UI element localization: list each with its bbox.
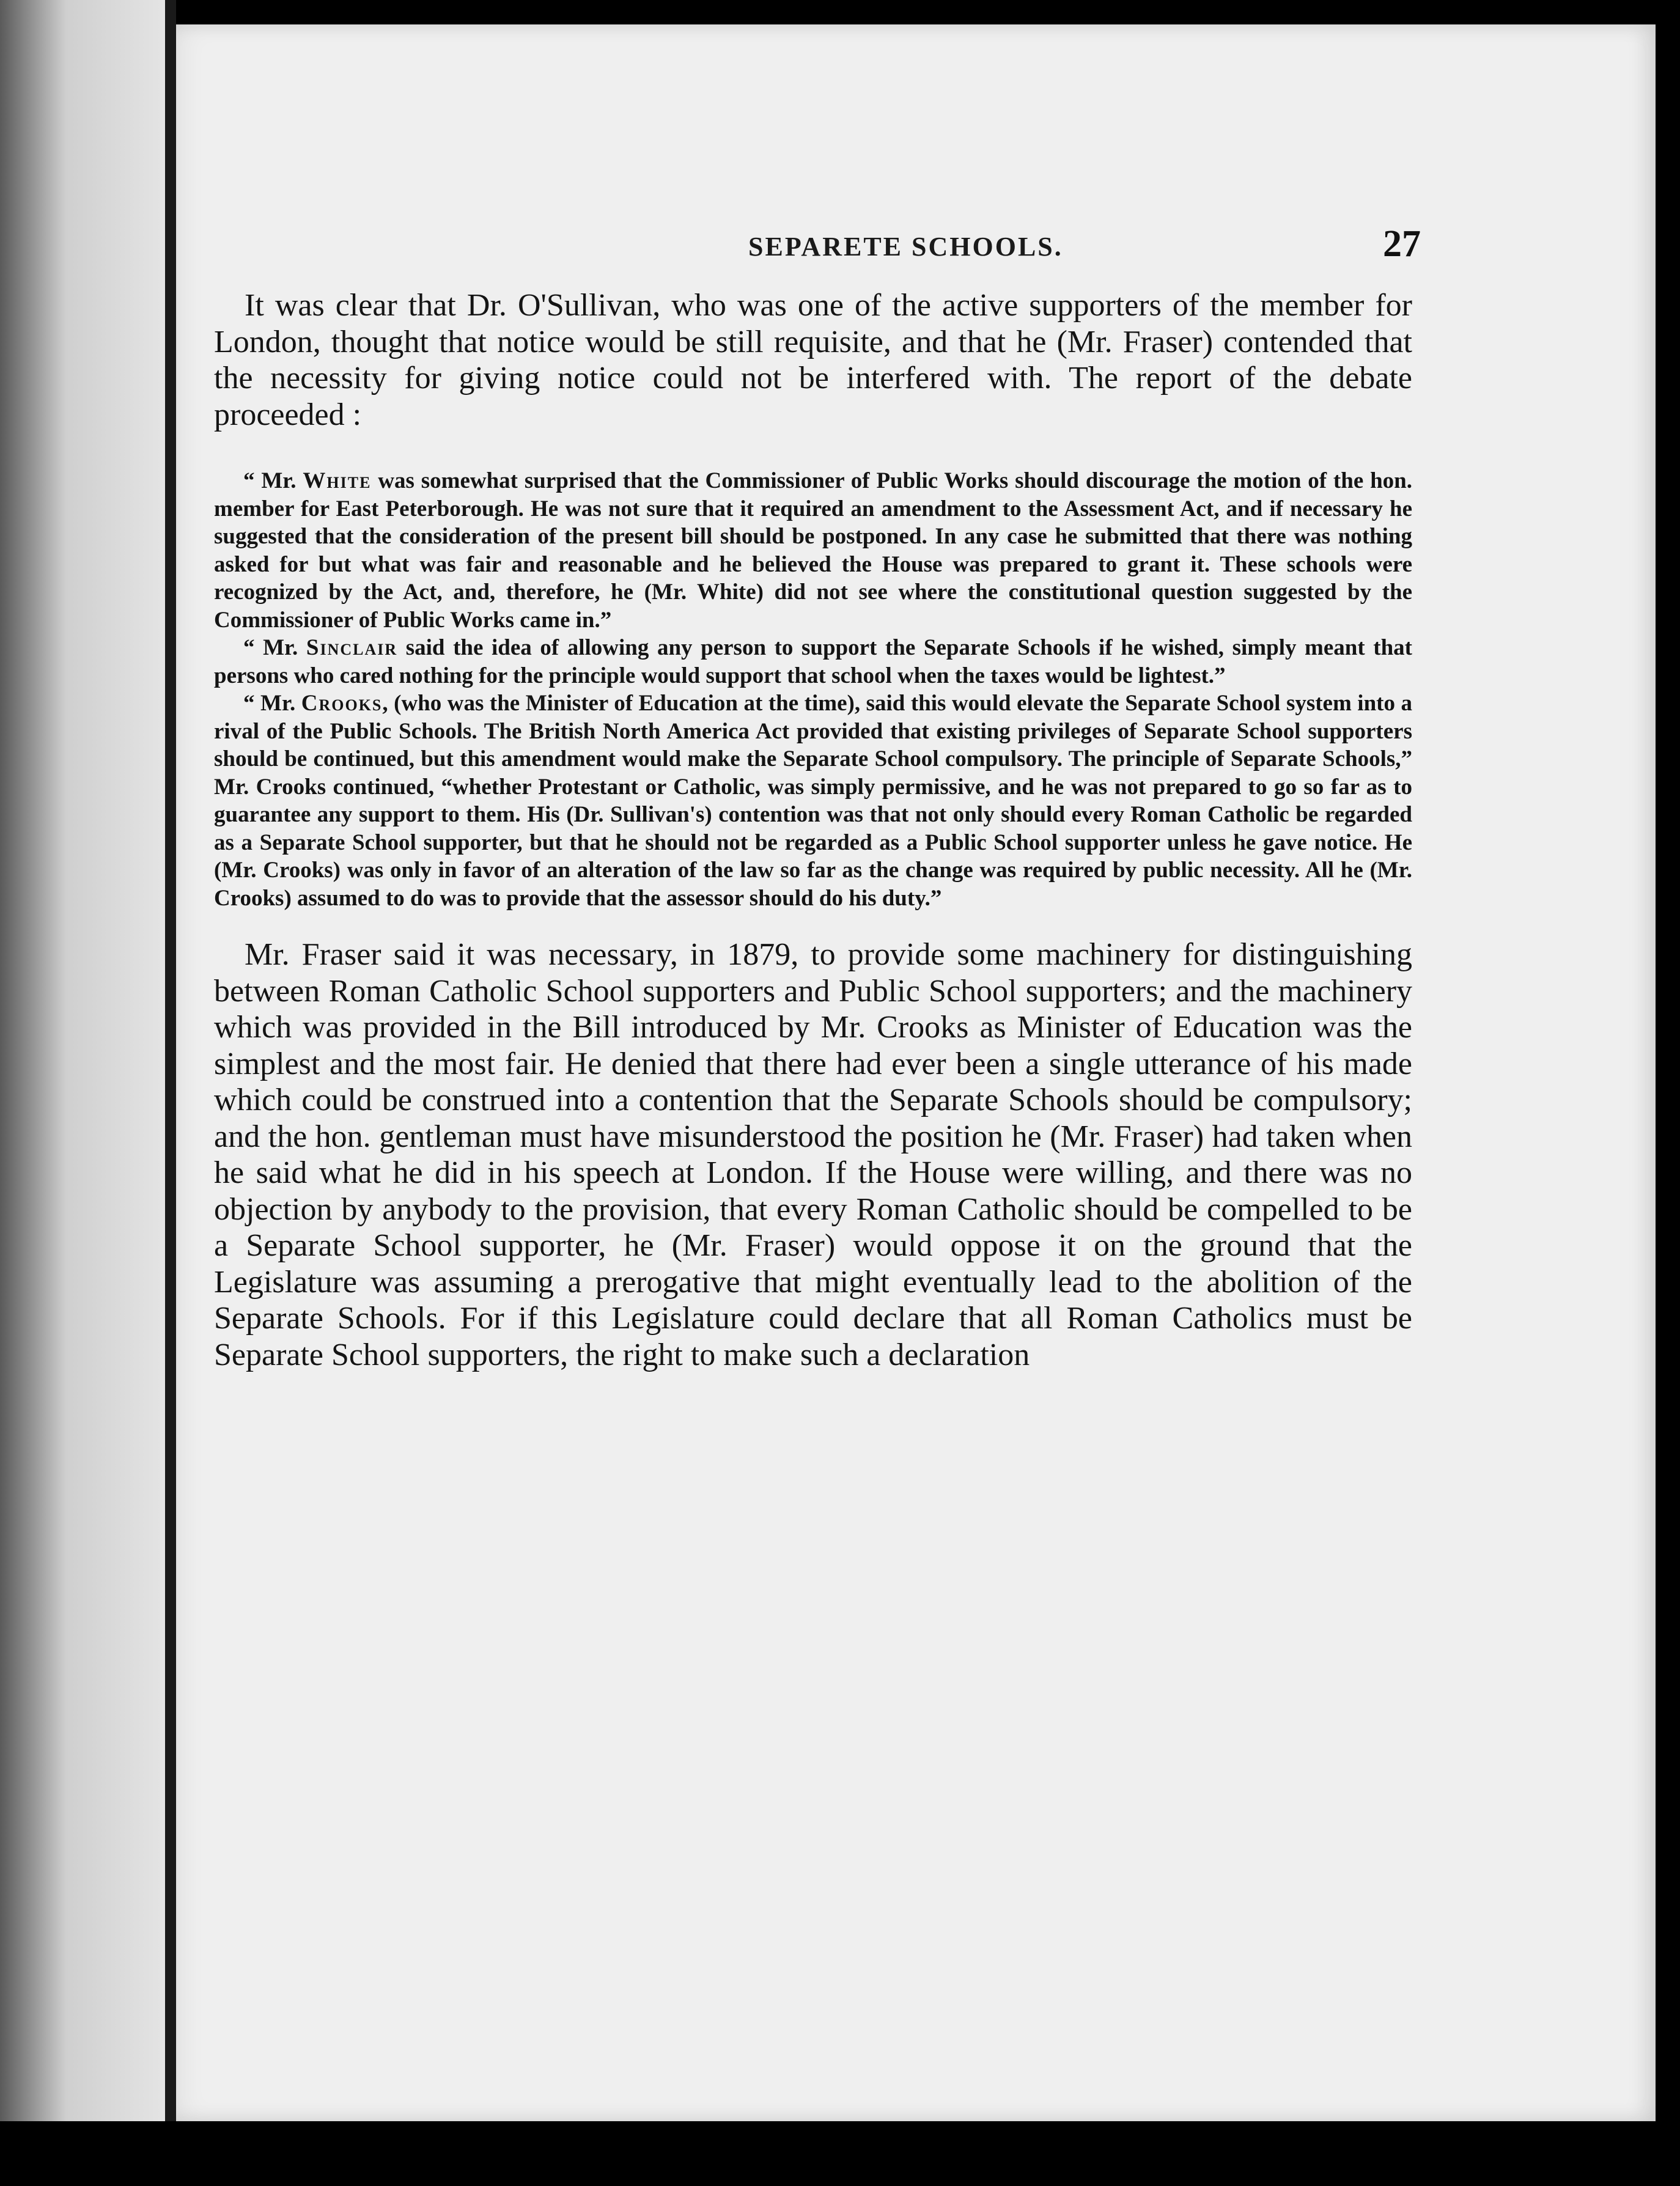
quote-white — [214, 467, 1412, 634]
page-body — [214, 287, 1412, 1373]
intro-paragraph: It was clear that Dr. O'Sullivan, who was one of the active supporters of the member for London, thought that notice would be still requisite, and that he (Mr. Fraser) contended that the necessity for giving notice could not be interfered with. The report of the debate proceeded : — [214, 288, 1412, 432]
page-header — [210, 208, 1421, 263]
quote-crooks-open: “ Mr. — [243, 691, 301, 716]
quote-sinclair — [214, 634, 1412, 690]
right-scan-border — [1656, 0, 1680, 2186]
quote-sinclair-open: “ Mr. — [243, 635, 306, 660]
quote-white-open: “ Mr. — [243, 468, 303, 493]
running-head: SEPARETE SCHOOLS. — [748, 232, 1063, 262]
book-gutter — [165, 0, 176, 2140]
quote-white-text: was somewhat surprised that the Commissioner of Public Works should discourage the motion of the hon. member for East Peterborough. He was not sure that it required an amendment to the Assessment Act, and if necessary he suggested that the consideration of the present bill should be postponed. In any case he submitted that there was nothing asked for but what was fair and reasonable and he believed the House was prepared to grant it. These schools were recognized by the Act, and, therefore, he (Mr. White) did not see where the constitutional question suggested by the Commissioner of Public Works came in.” — [214, 468, 1412, 633]
left-page-edge — [0, 0, 165, 2140]
quote-crooks-text: , (who was the Minister of Education at the time), said this would elevate the Separate School system into a rival of the Public Schools. The British North America Act provided that existing privileges of Separate School supporters should be continued, but this amendment would make the Separate School compulsory. The principle of Separate Schools,” Mr. Crooks continued, “whether Protestant or Catholic, was simply permissive, and he was not prepared to go so far as to guarantee any support to them. His (Dr. Sullivan's) contention was that not only should every Roman Catholic be regarded as a Separate School supporter, but that he should not be regarded as a Public School supporter unless he gave notice. He (Mr. Crooks) was only in favor of an alteration of the law so far as the change was required by public necessity. All he (Mr. Crooks) assumed to do was to provide that the assessor should do his duty.” — [214, 691, 1413, 911]
quote-crooks-speaker: Crooks — [301, 691, 383, 716]
quote-crooks — [214, 690, 1412, 912]
quote-sinclair-speaker: Sinclair — [306, 635, 398, 660]
bottom-scan-border — [0, 2121, 1680, 2186]
debate-quotations — [214, 467, 1412, 912]
quote-sinclair-text: said the idea of allowing any person to support the Separate Schools if he wished, simply meant that persons who cared nothing for the principle would support that school when the taxes would be lightest.” — [214, 635, 1413, 688]
quote-white-speaker: White — [303, 468, 372, 493]
page-number: 27 — [1383, 223, 1421, 265]
fraser-paragraph: Mr. Fraser said it was necessary, in 1879, to provide some machinery for distinguishing between Roman Catholic School supporters and Public School supporters; and the machinery which was provided in the Bill introduced by Mr. Crooks as Minister of Education was the simplest and the most fair. He denied that there had ever been a single utterance of his made which could be construed into a contention that the Separate Schools should be compulsory; and the hon. gentleman must have misunderstood the position he (Mr. Fraser) had taken when he said what he did in his speech at London. If the House were willing, and there was no objection by anybody to the provision, that every Roman Catholic should be compelled to be a Separate School supporter, he (Mr. Fraser) would oppose it on the ground that the Legislature was assuming a prerogative that might eventually lead to the abolition of the Separate Schools. For if this Legislature could declare that all Roman Catholics must be Separate School supporters, the right to make such a declaration — [214, 937, 1412, 1372]
